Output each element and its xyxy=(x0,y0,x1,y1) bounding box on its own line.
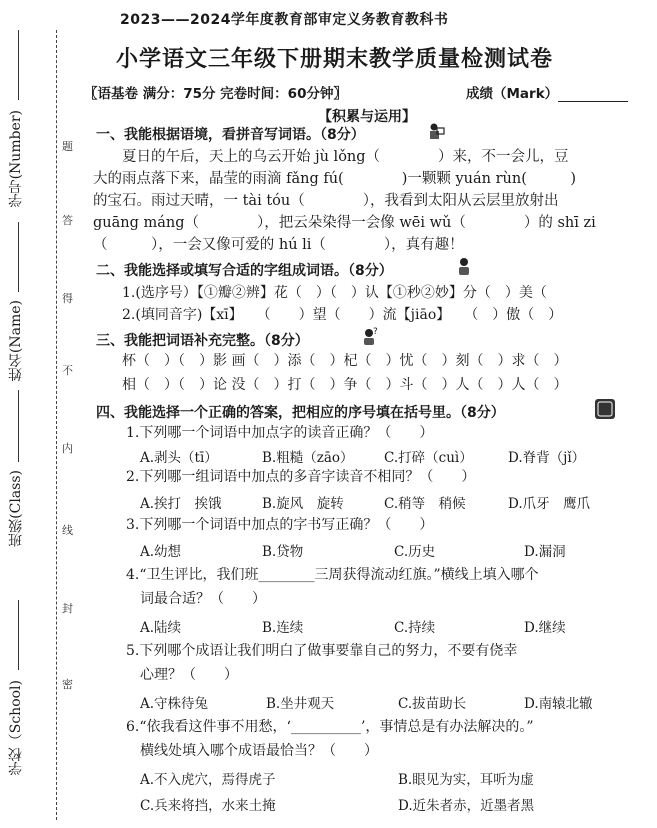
q4-item-3-option-c[interactable]: C.历史 xyxy=(394,544,436,560)
q4-item-6-option-d[interactable]: D.近朱者赤，近墨者黑 xyxy=(398,798,535,814)
q4-item-3-option-d[interactable]: D.漏洞 xyxy=(524,544,566,560)
q1-line: 夏日的午后，天上的乌云开始 jù lǒng（ ）来，不一会儿，豆 xyxy=(122,149,569,165)
q4-item-5-question: 5.下列哪个成语让我们明白了做事要靠自己的努力，不要有侥幸 xyxy=(126,643,518,659)
student-id-blank xyxy=(18,30,19,100)
q4-item-5-option-d[interactable]: D.南辕北辙 xyxy=(524,696,593,712)
name-label: 姓名(Name) xyxy=(8,300,24,382)
q3-line: 相（ ）（ ）论 没（ ）打（ ）争（ ）斗（ ）人（ ）人（ ） xyxy=(122,377,568,393)
seal-word: 线 xyxy=(62,524,73,537)
q2-title: 二、我能选择或填写合适的字组成词语。（8分） xyxy=(96,263,393,279)
q4-item-4-option-d[interactable]: D.继续 xyxy=(524,620,566,636)
score-field xyxy=(466,82,628,102)
seal-dashed-line xyxy=(56,30,57,820)
student-id-label: 学号(Number) xyxy=(8,110,24,208)
q3-line: 杯（ ）（ ）影 画（ ）添（ ）杞（ ）忧（ ）刻（ ）求（ ） xyxy=(122,353,568,369)
q4-item-1-option-a[interactable]: A.剥头（tī） xyxy=(140,450,218,466)
q4-item-3-question: 3.下列哪一个词语中加点的字书写正确？（ ） xyxy=(126,517,434,533)
q4-item-4-question-cont: 词最合适？（ ） xyxy=(140,591,266,607)
child-question-icon xyxy=(360,326,380,346)
q4-item-3-option-a[interactable]: A.幼想 xyxy=(140,544,182,560)
q4-item-6-question-cont: 横线处填入哪个成语最恰当？（ ） xyxy=(140,743,378,759)
q4-item-6-question: 6.“依我看这件事不用愁，‘__________’，事情总是有办法解决的。” xyxy=(126,719,534,735)
q4-item-4-option-b[interactable]: B.连续 xyxy=(262,620,304,636)
school-label: 学校（School) xyxy=(8,680,24,776)
exam-info: 〖语基卷 满分：75分 完卷时间：60分钟〗 xyxy=(84,86,347,102)
seal-word: 封 xyxy=(62,602,73,615)
exam-title: 小学语文三年级下册期末教学质量检测试卷 xyxy=(116,47,554,72)
svg-text:?: ? xyxy=(373,327,378,337)
q4-item-2-question: 2.下列哪一组词语中加点的多音字读音不相同？（ ） xyxy=(126,469,476,485)
q1-line: guāng máng（ ），把云朵染得一会像 wēi wǔ（ ）的 shī zi xyxy=(93,215,596,231)
q4-item-3-option-b[interactable]: B.贷物 xyxy=(262,544,304,560)
q4-item-4-question: 4.“卫生评比，我们班________三周获得流动红旗。”横线上填入哪个 xyxy=(126,567,539,583)
q4-item-1-option-d[interactable]: D.脊背（jǐ） xyxy=(508,450,586,466)
q1-line: 大的雨点落下来，晶莹的雨滴 fǎng fú( )一颗颗 yuán rùn( ) xyxy=(93,171,577,187)
q3-title: 三、我能把词语补充完整。（8分） xyxy=(96,333,309,349)
name-blank xyxy=(18,222,19,292)
q4-item-4-option-a[interactable]: A.陆续 xyxy=(140,620,182,636)
q1-line: （ ），一会又像可爱的 hú li（ ），真有趣！ xyxy=(93,237,464,253)
class-label: 班级(Class) xyxy=(8,470,24,547)
school-blank xyxy=(18,600,19,670)
textbook-series-line: 2023——2024学年度教育部审定义务教育教科书 xyxy=(120,12,449,28)
score-blank[interactable] xyxy=(558,101,628,102)
q4-item-6-option-c[interactable]: C.兵来将挡，水来土掩 xyxy=(140,798,276,814)
seal-word: 得 xyxy=(62,292,73,305)
seal-word: 题 xyxy=(62,140,73,153)
q4-item-2-option-c[interactable]: C.稍等 稍候 xyxy=(384,496,466,512)
q4-item-1-option-b[interactable]: B.粗糙（zāo） xyxy=(262,450,354,466)
q4-item-1-question: 1.下列哪一个词语中加点字的读音正确？（ ） xyxy=(126,425,434,441)
q4-item-6-option-b[interactable]: B.眼见为实，耳听为虚 xyxy=(398,772,534,788)
score-label: 成绩（Mark） xyxy=(466,86,559,102)
q4-item-6-option-a[interactable]: A.不入虎穴，焉得虎子 xyxy=(140,772,276,788)
q4-item-5-option-b[interactable]: B.坐井观天 xyxy=(266,696,335,712)
q2-line: 1.(选序号）【①瓣②辨】花（ ）（ ）认【①秒②妙】分（ ）美（ xyxy=(122,285,547,301)
q4-item-5-option-c[interactable]: C.拔苗助长 xyxy=(398,696,467,712)
class-blank xyxy=(18,390,19,462)
q4-item-5-question-cont: 心理？（ ） xyxy=(140,667,238,683)
q1-title: 一、我能根据语境，看拼音写词语。（8分） xyxy=(96,127,365,143)
seal-word: 不 xyxy=(62,364,73,377)
q4-item-5-option-a[interactable]: A.守株待兔 xyxy=(140,696,209,712)
q4-item-2-option-b[interactable]: B.旋风 旋转 xyxy=(262,496,344,512)
section-title: 【积累与运用】 xyxy=(318,109,416,125)
q4-item-2-option-a[interactable]: A.挨打 挨饿 xyxy=(140,496,222,512)
q4-item-1-option-c[interactable]: C.打碎（cuì） xyxy=(384,450,473,466)
seal-word: 答 xyxy=(62,214,73,227)
q2-line: 2.(填同音字)【xī】 （ ）望（ ）流【jiāo】 （ ）傲（ ） xyxy=(122,307,563,323)
q4-item-4-option-c[interactable]: C.持续 xyxy=(394,620,436,636)
seal-word: 内 xyxy=(62,442,73,455)
stamp-icon xyxy=(594,398,616,420)
binding-margin xyxy=(0,0,80,828)
q1-line: 的宝石。雨过天晴，一 tài tóu（ ），我看到太阳从云层里放射出 xyxy=(93,193,559,209)
seal-word: 密 xyxy=(62,678,73,691)
girl-reading-icon xyxy=(426,122,446,142)
q4-title: 四、我能选择一个正确的答案，把相应的序号填在括号里。（8分） xyxy=(96,405,505,421)
q4-item-2-option-d[interactable]: D.爪牙 鹰爪 xyxy=(508,496,591,512)
child-thinking-icon xyxy=(454,256,474,276)
